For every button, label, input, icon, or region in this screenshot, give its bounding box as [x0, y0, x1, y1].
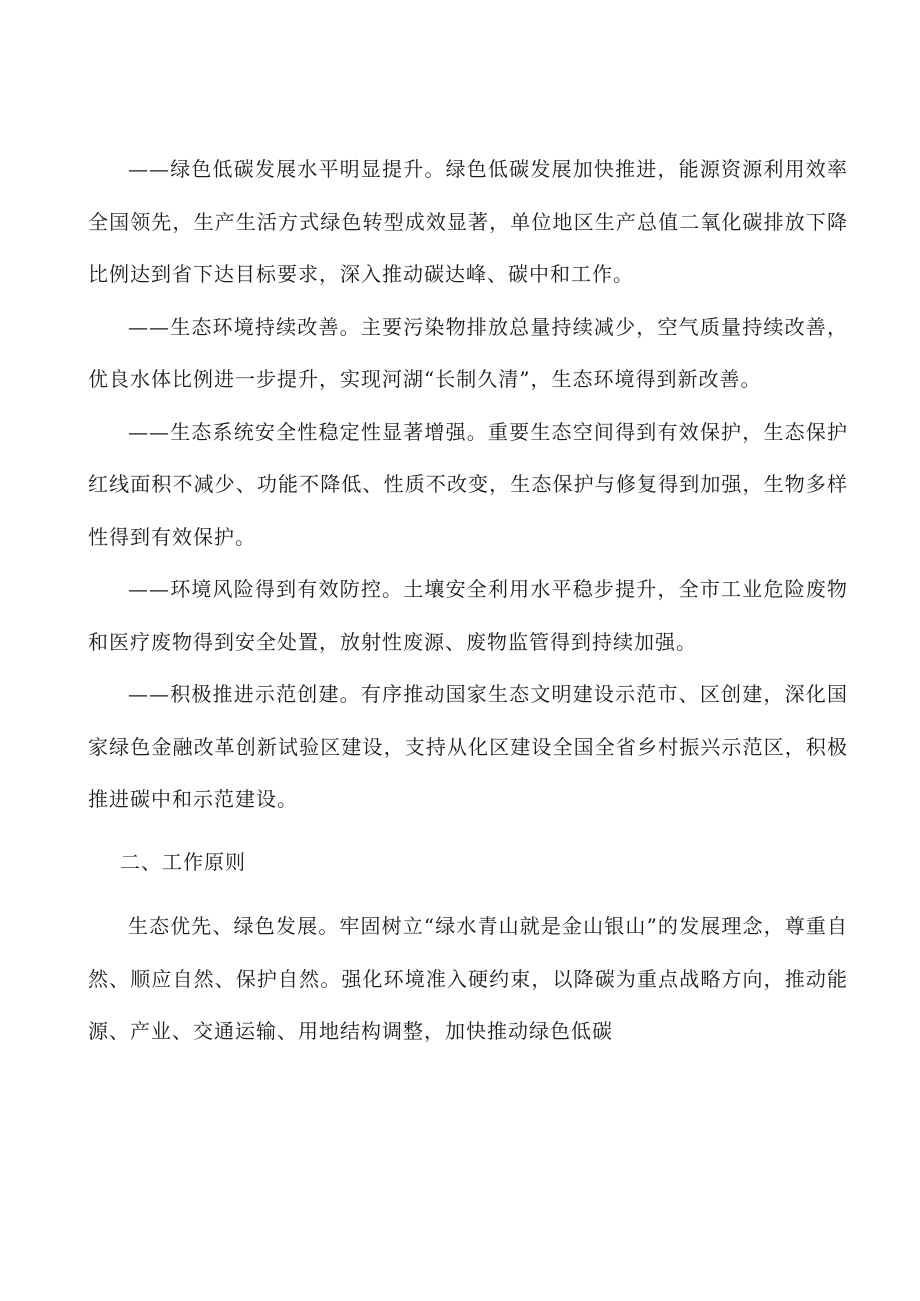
goal-paragraph-low-carbon: ——绿色低碳发展水平明显提升。绿色低碳发展加快推进，能源资源利用效率全国领先，生产生活方式绿色转型成效显著，单位地区生产总值二氧化碳排放下降比例达到省下达目标要求，深入推动碳达峰、碳中和工作。 — [88, 157, 848, 286]
section-heading: 二、工作原则 — [120, 849, 246, 874]
goal-paragraph-environment: ——生态环境持续改善。主要污染物排放总量持续减少，空气质量持续改善，优良水体比例进一步提升，实现河湖“长制久清”，生态环境得到新改善。 — [88, 314, 848, 391]
goal-paragraph-risk-control: ——环境风险得到有效防控。土壤安全利用水平稳步提升，全市工业危险废物和医疗废物得到安全处置，放射性废源、废物监管得到持续加强。 — [88, 577, 848, 654]
principle-paragraph: 生态优先、绿色发展。牢固树立“绿水青山就是金山银山”的发展理念，尊重自然、顺应自然、保护自然。强化环境准入硬约束，以降碳为重点战略方向，推动能源、产业、交通运输、用地结构调整，加快推动绿色低碳 — [88, 914, 848, 1043]
goal-paragraph-demonstration: ——积极推进示范创建。有序推动国家生态文明建设示范市、区创建，深化国家绿色金融改革创新试验区建设，支持从化区建设全国全省乡村振兴示范区，积极推进碳中和示范建设。 — [88, 682, 848, 811]
goal-paragraph-ecosystem: ——生态系统安全性稳定性显著增强。重要生态空间得到有效保护，生态保护红线面积不减少、功能不降低、性质不改变，生态保护与修复得到加强，生物多样性得到有效保护。 — [88, 419, 848, 549]
document-body — [88, 143, 848, 1058]
